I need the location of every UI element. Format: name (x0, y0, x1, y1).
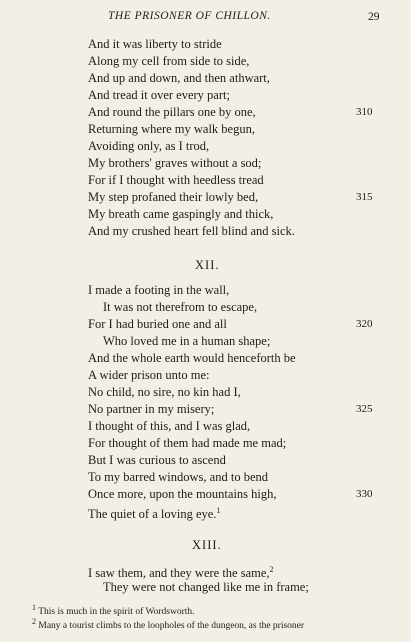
footnote (32, 617, 304, 631)
verse-line: And up and down, and then athwart, (88, 71, 270, 85)
verse-line: And my crushed heart fell blind and sick. (88, 224, 295, 238)
line-number: 330 (356, 488, 373, 500)
verse-line: Avoiding only, as I trod, (88, 139, 210, 153)
footnote-mark: 2 (269, 565, 274, 574)
stanza-number: XIII. (192, 538, 222, 552)
verse-line: Along my cell from side to side, (88, 54, 250, 68)
verse-line: To my barred windows, and to bend (88, 470, 268, 484)
line-number: 320 (356, 318, 373, 330)
verse-line: For thought of them had made me mad; (88, 436, 287, 450)
verse-line-text: I saw them, and they were the same, (88, 566, 270, 581)
verse-line: They were not changed like me in frame; (103, 580, 309, 594)
verse-line: For I had buried one and all (88, 317, 227, 331)
verse-line-text: The quiet of a loving eye. (88, 507, 217, 522)
verse-line: I made a footing in the wall, (88, 283, 230, 297)
verse-line: My step profaned their lowly bed, (88, 190, 259, 204)
running-header: THE PRISONER OF CHILLON. (108, 10, 271, 22)
verse-line: No child, no sire, no kin had I, (88, 385, 241, 399)
verse-line: I thought of this, and I was glad, (88, 419, 251, 433)
verse-line: Who loved me in a human shape; (103, 334, 271, 348)
verse-line (88, 503, 220, 522)
line-number: 315 (356, 191, 373, 203)
verse-line: My brothers' graves without a sod; (88, 156, 262, 170)
verse-line: A wider prison unto me: (88, 368, 210, 382)
verse-line: For if I thought with heedless tread (88, 173, 264, 187)
footnote-mark: 1 (32, 603, 36, 612)
footnote (32, 603, 195, 617)
line-number: 325 (356, 403, 373, 415)
verse-line: Once more, upon the mountains high, (88, 487, 277, 501)
footnote-mark: 1 (216, 506, 221, 515)
line-number: 310 (356, 106, 373, 118)
verse-line: And it was liberty to stride (88, 37, 222, 51)
page-number: 29 (368, 11, 380, 23)
footnote-text: This is much in the spirit of Wordsworth. (38, 607, 195, 618)
stanza-number: XII. (195, 258, 220, 272)
verse-line: My breath came gaspingly and thick, (88, 207, 274, 221)
verse-line: It was not therefrom to escape, (103, 300, 258, 314)
verse-line: And tread it over every part; (88, 88, 230, 102)
footnote-text: Many a tourist climbs to the loopholes of the dungeon, as the prisoner (38, 621, 305, 632)
verse-line: No partner in my misery; (88, 402, 215, 416)
verse-line: But I was curious to ascend (88, 453, 226, 467)
verse-line: And the whole earth would henceforth be (88, 351, 296, 365)
footnote-mark: 2 (32, 617, 36, 626)
verse-line: Returning where my walk begun, (88, 122, 255, 136)
verse-line: And round the pillars one by one, (88, 105, 256, 119)
